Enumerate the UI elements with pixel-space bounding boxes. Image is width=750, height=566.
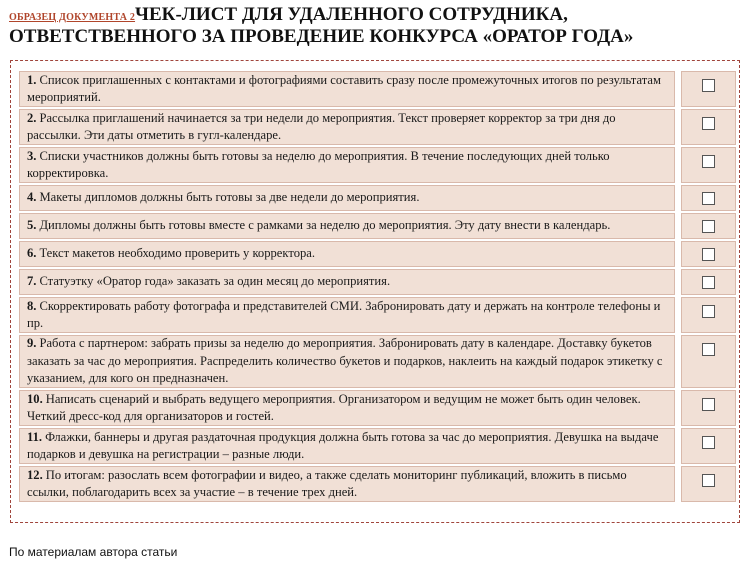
checkbox-cell	[681, 71, 736, 107]
item-text-cell	[19, 241, 675, 267]
checklist	[19, 71, 739, 504]
checkbox-cell	[681, 241, 736, 267]
item-text: Флажки, баннеры и другая раздаточная продукция должна быть готова за час до мероприятия. Девушка на выдаче подарков и девушка на регистрации – разные люди.	[27, 429, 659, 461]
checklist-row	[19, 390, 739, 426]
item-number: 8.	[27, 298, 37, 313]
checklist-row	[19, 297, 739, 333]
checklist-row	[19, 241, 739, 267]
item-number: 3.	[27, 148, 37, 163]
checklist-row	[19, 71, 739, 107]
checkbox[interactable]	[702, 276, 715, 289]
checkbox[interactable]	[702, 343, 715, 356]
checkbox[interactable]	[702, 305, 715, 318]
checkbox[interactable]	[702, 248, 715, 261]
checkbox-cell	[681, 335, 736, 388]
item-text-cell	[19, 428, 675, 464]
item-number: 1.	[27, 72, 37, 87]
checkbox-cell	[681, 213, 736, 239]
document-tag: ОБРАЗЕЦ ДОКУМЕНТА 2	[9, 12, 136, 23]
item-text-cell	[19, 109, 675, 145]
item-number: 12.	[27, 467, 43, 482]
item-number: 9.	[27, 336, 37, 351]
checkbox[interactable]	[702, 398, 715, 411]
item-text: Рассылка приглашений начинается за три недели до мероприятия. Текст проверяет корректор за три дня до рассылки. Эти даты отметить в гугл-календаре.	[27, 110, 616, 142]
item-text: Макеты дипломов должны быть готовы за две недели до мероприятия.	[39, 190, 420, 205]
item-number: 7.	[27, 274, 37, 289]
checkbox[interactable]	[702, 192, 715, 205]
item-text: Списки участников должны быть готовы за неделю до мероприятия. В течение последующих дней только корректировка.	[27, 148, 610, 180]
item-text: Текст макетов необходимо проверить у корректора.	[39, 246, 316, 261]
item-number: 11.	[27, 429, 43, 444]
item-text: Дипломы должны быть готовы вместе с рамками за неделю до мероприятия. Эту дату внести в календарь.	[39, 218, 611, 233]
checkbox[interactable]	[702, 474, 715, 487]
item-text: Работа с партнером: забрать призы за неделю до мероприятия. Забронировать дату в календаре. Доставку букетов заказать за час до мероприятия. Распределить количество букетов и подарков, наклеить на каждый подарок этикетку с указанием, для кого он предназначен.	[27, 336, 663, 386]
checkbox-cell	[681, 297, 736, 333]
checklist-row	[19, 185, 739, 211]
checkbox-cell	[681, 185, 736, 211]
item-text: Список приглашенных с контактами и фотографиями составить сразу после промежуточных итогов по результатам мероприятий.	[27, 72, 661, 104]
title-line-1: ЧЕК-ЛИСТ ДЛЯ УДАЛЕННОГО СОТРУДНИКА,	[135, 4, 568, 25]
item-text-cell	[19, 147, 675, 183]
item-text-cell	[19, 390, 675, 426]
checkbox-cell	[681, 147, 736, 183]
checklist-row	[19, 428, 739, 464]
checkbox-cell	[681, 109, 736, 145]
checkbox[interactable]	[702, 220, 715, 233]
item-number: 10.	[27, 391, 43, 406]
item-number: 4.	[27, 190, 37, 205]
item-number: 2.	[27, 110, 37, 125]
item-text-cell	[19, 185, 675, 211]
checkbox-cell	[681, 269, 736, 295]
item-text-cell	[19, 269, 675, 295]
checkbox[interactable]	[702, 79, 715, 92]
item-text-cell	[19, 335, 675, 388]
document-header	[9, 4, 744, 48]
checklist-row	[19, 466, 739, 502]
checklist-row	[19, 335, 739, 388]
checklist-row	[19, 109, 739, 145]
item-text-cell	[19, 71, 675, 107]
source-note: По материалам автора статьи	[9, 545, 178, 559]
checkbox-cell	[681, 428, 736, 464]
title-line-2: ОТВЕТСТВЕННОГО ЗА ПРОВЕДЕНИЕ КОНКУРСА «ОРАТОР ГОДА»	[9, 26, 634, 47]
item-text: По итогам: разослать всем фотографии и видео, а также сделать мониторинг публикаций, вложить в письмо ссылки, поблагодарить всех за участие – в течение трех дней.	[27, 467, 627, 499]
checklist-row	[19, 213, 739, 239]
item-number: 6.	[27, 246, 37, 261]
checklist-row	[19, 147, 739, 183]
checkbox-cell	[681, 390, 736, 426]
item-text: Написать сценарий и выбрать ведущего мероприятия. Организатором и ведущим не может быть один человек. Четкий дресс-код для организаторов и гостей.	[27, 391, 641, 423]
item-text: Статуэтку «Оратор года» заказать за один месяц до мероприятия.	[39, 274, 391, 289]
item-text-cell	[19, 213, 675, 239]
item-text-cell	[19, 466, 675, 502]
item-number: 5.	[27, 218, 37, 233]
checklist-row	[19, 269, 739, 295]
item-text-cell	[19, 297, 675, 333]
checkbox[interactable]	[702, 117, 715, 130]
checkbox[interactable]	[702, 155, 715, 168]
checkbox-cell	[681, 466, 736, 502]
checkbox[interactable]	[702, 436, 715, 449]
item-text: Скорректировать работу фотографа и представителей СМИ. Забронировать дату и держать на контроле телефоны и пр.	[27, 298, 661, 330]
